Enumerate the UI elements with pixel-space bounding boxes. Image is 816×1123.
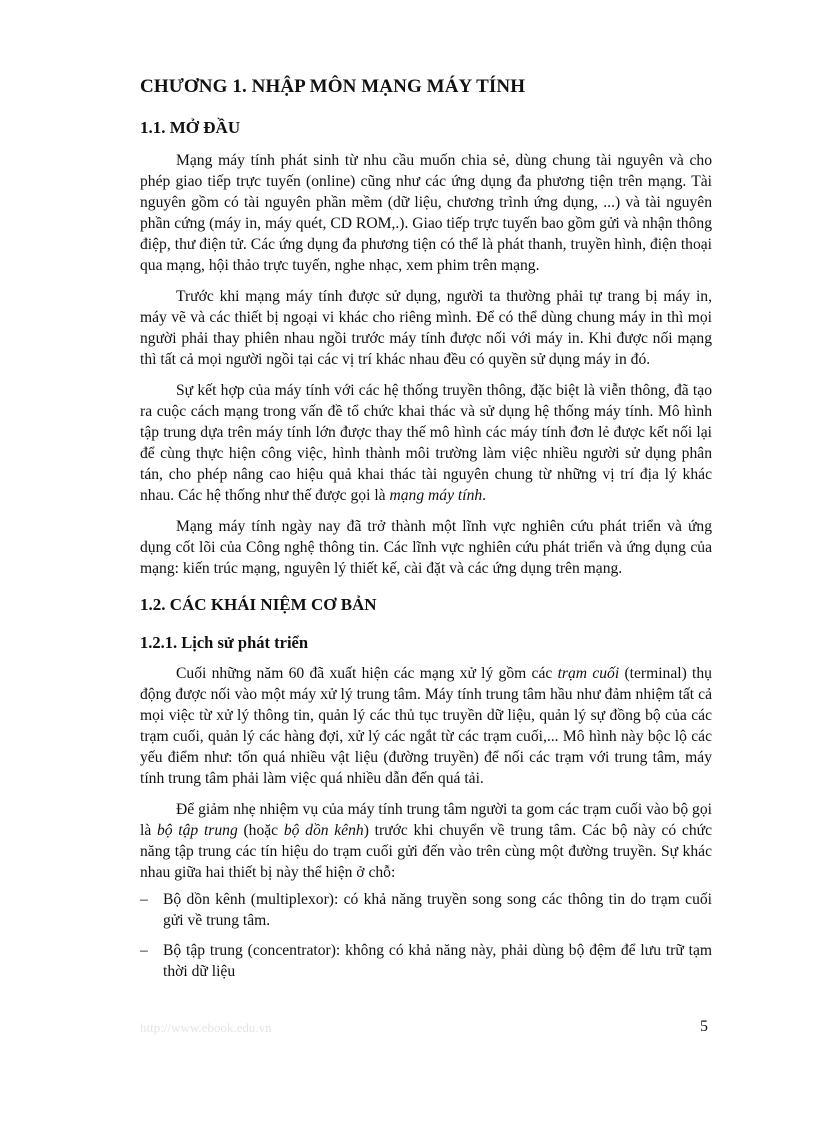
paragraph-1-1-3-end: .	[482, 487, 487, 504]
section-title-1-1: 1.1. MỞ ĐẦU	[140, 118, 241, 137]
term-bo-don-kenh: bộ dồn kênh	[283, 822, 364, 839]
list-item	[140, 889, 712, 931]
paragraph-1-2-1-2-b: (hoặc	[237, 822, 284, 839]
dash-bullet-icon: –	[140, 942, 148, 959]
paragraph-1-1-2: Trước khi mạng máy tính được sử dụng, người ta thường phải tự trang bị máy in, máy vẽ và các thiết bị ngoại vi khác cho riêng mình. Để có thể dùng chung máy in thì mọi người phải thay phiên nhau ngồi trước máy tính được nối với máy in. Khi được nối mạng thì tất cả mọi người ngồi tại các vị trí khác nhau đều có quyền sử dụng máy in đó.	[140, 288, 712, 368]
list-item	[140, 940, 712, 982]
list-item-text: Bộ tập trung (concentrator): không có khả năng này, phải dùng bộ đệm để lưu trữ tạm thời dữ liệu	[163, 942, 712, 980]
paragraph-1-1-1: Mạng máy tính phát sinh từ nhu cầu muốn chia sẻ, dùng chung tài nguyên và cho phép giao tiếp trực tuyến (online) cũng như các ứng dụng đa phương tiện trên mạng. Tài nguyên gồm có tài nguyên phần mềm (dữ liệu, chương trình ứng dụng, ...) và tài nguyên phần cứng (máy in, máy quét, CD ROM,.). Giao tiếp trực tuyến bao gồm gửi và nhận thông điệp, thư điện tử. Các ứng dụng đa phương tiện có thể là phát thanh, truyền hình, điện thoại qua mạng, hội thảo trực tuyến, nghe nhạc, xem phim trên mạng.	[140, 152, 712, 274]
term-mang-may-tinh: mạng máy tính	[389, 487, 483, 504]
term-tram-cuoi: trạm cuối	[557, 665, 620, 682]
paragraph-1-2-1-1-a: Cuối những năm 60 đã xuất hiện các mạng xử lý gồm các	[176, 665, 558, 682]
term-bo-tap-trung: bộ tập trung	[156, 822, 238, 839]
subsection-title-1-2-1: 1.2.1. Lịch sử phát triển	[140, 633, 309, 652]
paragraph-1-2-1-2	[140, 799, 712, 883]
document-page	[140, 76, 712, 991]
paragraph-1-2-1-1	[140, 663, 712, 789]
paragraph-1-2-1-2-a: Để giảm nhẹ nhiệm vụ của máy tính trung tâm người ta gom các trạm cuối vào bộ gọi là	[140, 801, 712, 839]
paragraph-1-2-1-1-b: (terminal) thụ động được nối vào một máy xử lý trung tâm. Máy tính trung tâm hầu như đảm nhiệm tất cả mọi việc từ xử lý thông tin, quản lý các thủ tục truyền dữ liệu, quản lý sự đồng bộ của các trạm cuối, quản lý các hàng đợi, xử lý các ngắt từ các trạm cuối,... Mô hình này bộc lộ các yếu điểm như: tốn quá nhiều vật liệu (đường truyền) để nối các trạm với trung tâm, máy tính trung tâm phải làm việc quá nhiều dẫn đến quá tải.	[140, 665, 712, 787]
paragraph-1-1-3	[140, 380, 712, 506]
dash-bullet-icon: –	[140, 891, 148, 908]
paragraph-1-2-1-2-c: ) trước khi chuyển về trung tâm. Các bộ này có chức năng tập trung các tín hiệu do trạm cuối gửi đến vào trên cùng một đường truyền. Sự khác nhau giữa hai thiết bị này thể hiện ở chỗ:	[140, 822, 713, 881]
list-item-text: Bộ dồn kênh (multiplexor): có khả năng truyền song song các thông tin do trạm cuối gửi về trung tâm.	[163, 891, 712, 929]
page-number: 5	[700, 1018, 708, 1035]
footer-url-watermark: http://www.ebook.edu.vn	[140, 1020, 272, 1035]
bullet-list	[140, 889, 712, 982]
section-title-1-2: 1.2. CÁC KHÁI NIỆM CƠ BẢN	[140, 595, 377, 614]
paragraph-1-1-3-text: Sự kết hợp của máy tính với các hệ thống truyền thông, đặc biệt là viễn thông, đã tạo ra cuộc cách mạng trong vấn đề tổ chức khai thác và sử dụng hệ thống máy tính. Mô hình tập trung dựa trên máy tính lớn được thay thế mô hình các máy tính đơn lẻ được kết nối lại để cùng thực hiện công việc, hình thành môi trường làm việc nhiều người sử dụng phân tán, cho phép nâng cao hiệu quả khai thác tài nguyên chung từ những vị trí địa lý khác nhau. Các hệ thống như thế được gọi là	[140, 382, 712, 504]
chapter-title: CHƯƠNG 1. NHẬP MÔN MẠNG MÁY TÍNH	[140, 76, 526, 97]
paragraph-1-1-4: Mạng máy tính ngày nay đã trở thành một lĩnh vực nghiên cứu phát triển và ứng dụng cốt lõi của Công nghệ thông tin. Các lĩnh vực nghiên cứu phát triển và ứng dụng của mạng: kiến trúc mạng, nguyên lý thiết kế, cài đặt và các ứng dụng trên mạng.	[140, 518, 712, 577]
